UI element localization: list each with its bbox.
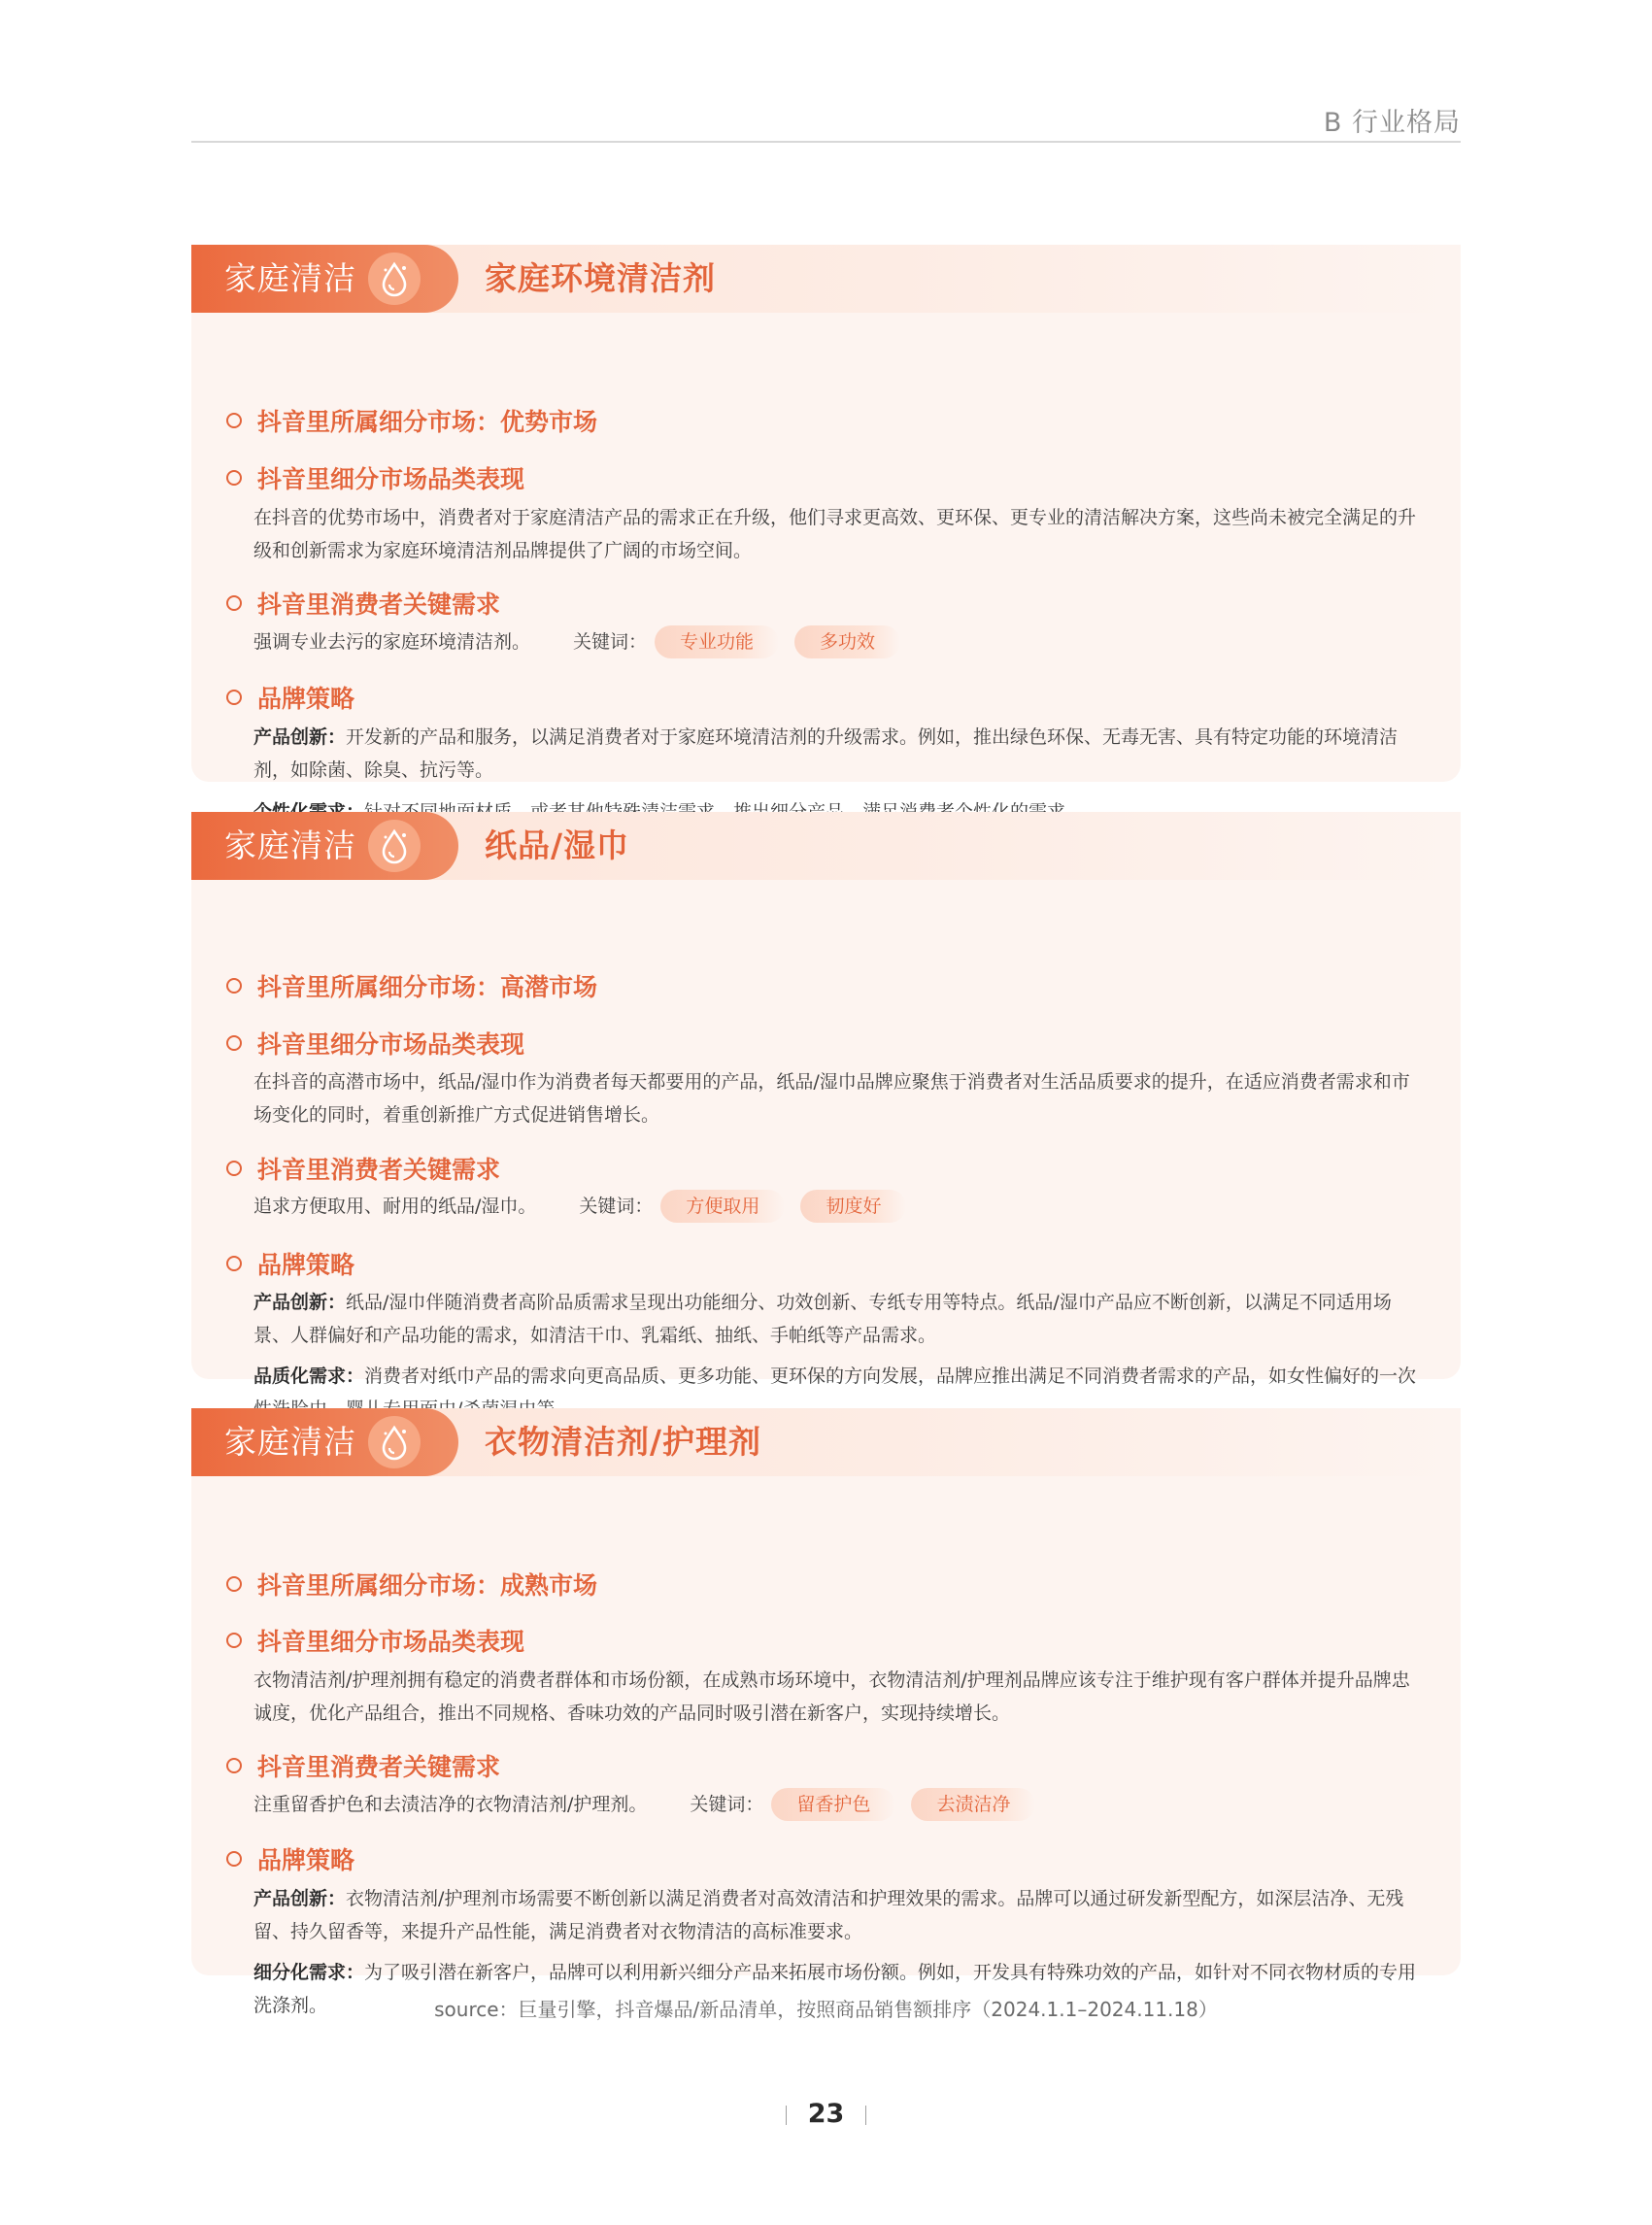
strategy-label: 细分化需求： — [253, 1962, 365, 1983]
strategy-text: 纸品/湿巾伴随消费者高阶品质需求呈现出功能细分、功效创新、专纸专用等特点。纸品/湿巾产品应不断创新，以满足不同适用场景、人群偏好和产品功能的需求，如清洁干巾、乳霜纸、抽纸、手帕纸等产品需求。 — [253, 1292, 1392, 1346]
card-household-cleaner — [191, 245, 1461, 782]
card-title: 纸品/湿巾 — [485, 826, 630, 864]
category-pill — [191, 812, 458, 880]
keyword-tag: 专业功能 — [655, 625, 779, 658]
circle-bullet-icon — [226, 595, 242, 611]
category-label: 家庭清洁 — [224, 1423, 356, 1461]
keyword-tag: 多功效 — [794, 625, 900, 658]
circle-bullet-icon — [226, 1161, 242, 1176]
performance-text: 在抖音的高潜市场中，纸品/湿巾作为消费者每天都要用的产品，纸品/湿巾品牌应聚焦于消费者对生活品质要求的提升，在适应消费者需求和市场变化的同时，着重创新推广方式促进销售增长。 — [253, 1071, 1410, 1126]
circle-bullet-icon — [226, 690, 242, 705]
needs-heading: 抖音里消费者关键需求 — [226, 590, 500, 621]
strategy-heading: 品牌策略 — [226, 684, 354, 715]
circle-bullet-icon — [226, 1758, 242, 1773]
needs-heading: 抖音里消费者关键需求 — [226, 1752, 500, 1783]
needs-row — [253, 625, 916, 658]
card-paper-wipes — [191, 812, 1461, 1387]
header-rule — [191, 141, 1461, 143]
circle-bullet-icon — [226, 1576, 242, 1592]
page-number: 23 — [0, 2099, 1652, 2129]
strategy-text: 衣物清洁剂/护理剂市场需要不断创新以满足消费者对高效清洁和护理效果的需求。品牌可以通过研发新型配方，如深层洁净、无残留、持久留香等，来提升产品性能，满足消费者对衣物清洁的高标准要求。 — [253, 1888, 1404, 1942]
category-label: 家庭清洁 — [224, 259, 356, 297]
circle-bullet-icon — [226, 413, 242, 428]
performance-heading: 抖音里细分市场品类表现 — [226, 464, 524, 495]
strategy-text: 消费者对纸巾产品的需求向更高品质、更多功能、更环保的方向发展，品牌应推出满足不同消费者需求的产品，如女性偏好的一次 — [364, 1365, 1417, 1387]
market-heading: 抖音里所属细分市场：高潜市场 — [226, 972, 597, 1003]
market-heading: 抖音里所属细分市场：优势市场 — [226, 407, 597, 438]
strategy-label: 产品创新： — [253, 1292, 347, 1313]
circle-bullet-icon — [226, 470, 242, 486]
performance-heading: 抖音里细分市场品类表现 — [226, 1029, 524, 1061]
needs-row — [253, 1190, 922, 1223]
card-title: 衣物清洁剂/护理剂 — [485, 1423, 762, 1461]
needs-row — [253, 1788, 1051, 1821]
market-heading: 抖音里所属细分市场：成熟市场 — [226, 1570, 597, 1601]
keyword-tag: 方便取用 — [660, 1190, 785, 1223]
keyword-label: 关键词： — [579, 1196, 654, 1217]
keyword-tag: 留香护色 — [771, 1788, 895, 1821]
category-pill — [191, 245, 458, 313]
source-note: source：巨量引擎，抖音爆品/新品清单，按照商品销售额排序（2024.1.1–2024.11.18） — [434, 1998, 1218, 2021]
category-pill — [191, 1408, 458, 1476]
card-header — [191, 1408, 1461, 1476]
needs-text: 追求方便取用、耐用的纸品/湿巾。 — [253, 1196, 537, 1217]
keyword-tag: 韧度好 — [800, 1190, 906, 1223]
card-title: 家庭环境清洁剂 — [485, 259, 716, 297]
strategy-item — [253, 1882, 1422, 1948]
strategy-heading: 品牌策略 — [226, 1845, 354, 1876]
water-drop-icon — [368, 1416, 421, 1468]
header-section: B 行业格局 — [1323, 108, 1461, 138]
needs-heading: 抖音里消费者关键需求 — [226, 1155, 500, 1186]
circle-bullet-icon — [226, 1256, 242, 1271]
water-drop-icon — [368, 820, 421, 872]
strategy-text: 开发新的产品和服务，以满足消费者对于家庭环境清洁剂的升级需求。例如，推出绿色环保、无毒无害、具有特定功能的环境清洁剂，如除菌、除臭、抗污等。 — [253, 726, 1399, 781]
keyword-tag: 去渍洁净 — [911, 1788, 1035, 1821]
strategy-text: 为了吸引潜在新客户，品牌可以利用新兴细分产品来拓展市场份额。例如，开发具有特殊功效的产品，如针对不同衣物材质的专用洗涤剂。 — [253, 1962, 1417, 2016]
card-header — [191, 245, 1461, 313]
category-label: 家庭清洁 — [224, 826, 356, 864]
needs-text: 注重留香护色和去渍洁净的衣物清洁剂/护理剂。 — [253, 1794, 648, 1815]
circle-bullet-icon — [226, 1851, 242, 1867]
strategy-label: 产品创新： — [253, 726, 347, 748]
strategy-label: 产品创新： — [253, 1888, 347, 1909]
strategy-heading: 品牌策略 — [226, 1250, 354, 1281]
needs-text: 强调专业去污的家庭环境清洁剂。 — [253, 631, 531, 653]
strategy-item — [253, 1286, 1422, 1352]
keyword-label: 关键词： — [573, 631, 648, 653]
keyword-label: 关键词： — [690, 1794, 764, 1815]
circle-bullet-icon — [226, 1035, 242, 1051]
strategy-label: 品质化需求： — [253, 1365, 365, 1387]
performance-text: 在抖音的优势市场中，消费者对于家庭清洁产品的需求正在升级，他们寻求更高效、更环保、更专业的清洁解决方案，这些尚未被完全满足的升级和创新需求为家庭环境清洁剂品牌提供了广阔的市场空间。 — [253, 507, 1417, 561]
circle-bullet-icon — [226, 1633, 242, 1648]
performance-text: 衣物清洁剂/护理剂拥有稳定的消费者群体和市场份额，在成熟市场环境中，衣物清洁剂/护理剂品牌应该专注于维护现有客户群体并提升品牌忠诚度，优化产品组合，推出不同规格、香味功效的产品同时吸引潜在新客户，实现持续增长。 — [253, 1669, 1410, 1724]
card-header — [191, 812, 1461, 880]
circle-bullet-icon — [226, 978, 242, 994]
strategy-item — [253, 721, 1422, 787]
water-drop-icon — [368, 253, 421, 305]
performance-heading: 抖音里细分市场品类表现 — [226, 1627, 524, 1658]
